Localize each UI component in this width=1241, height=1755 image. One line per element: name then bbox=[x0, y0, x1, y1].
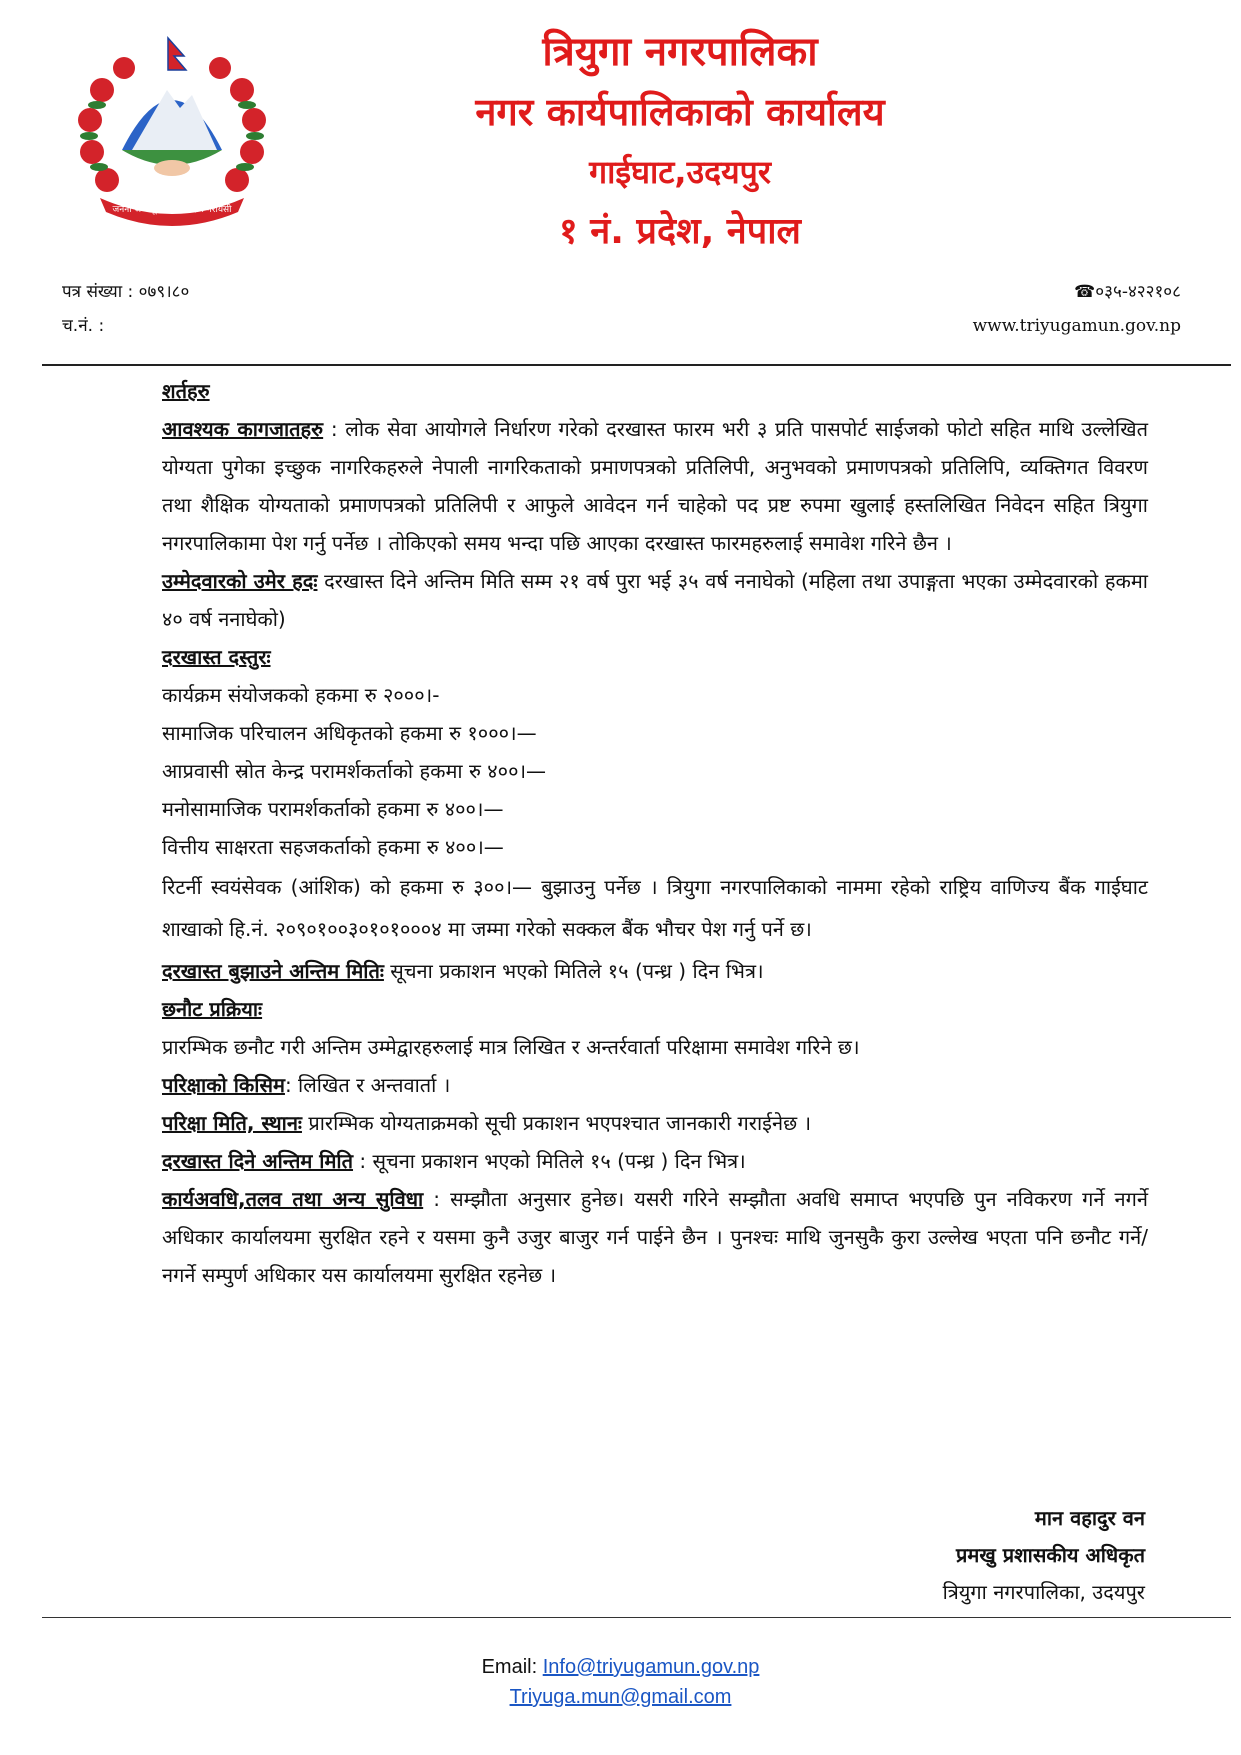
signatory-title: प्रमखु प्रशासकीय अधिकृत bbox=[956, 1543, 1145, 1567]
signatory-office: त्रियुगा नगरपालिका, उदयपुर bbox=[942, 1580, 1145, 1604]
exam-type: परिक्षाको किसिम: लिखित र अन्तवार्ता । bbox=[162, 1073, 451, 1097]
footer bbox=[0, 1652, 1241, 1712]
email-label: Email: bbox=[481, 1656, 543, 1678]
header-divider bbox=[42, 364, 1231, 366]
province-country: १ नं. प्रदेश, नेपाल bbox=[559, 211, 801, 252]
fee-line: कार्यक्रम संयोजकको हकमा रु २०००।- bbox=[162, 683, 440, 707]
fee-line: मनोसामाजिक परामर्शकर्ताको हकमा रु ४००।— bbox=[162, 797, 504, 821]
phone-number: ०३५-४२२१०८ bbox=[1095, 282, 1181, 302]
selection-process: प्रारम्भिक छनौट गरी अन्तिम उम्मेद्वारहरुलाई मात्र लिखित र अन्तर्रवार्ता परिक्षामा समावेश गरिने छ। bbox=[162, 1035, 860, 1059]
fee-heading: दरखास्त दस्तुरः bbox=[162, 645, 271, 669]
municipality-name: त्रियुगा नगरपालिका bbox=[542, 29, 818, 75]
dispatch-number: च.नं. : bbox=[62, 316, 105, 336]
fee-line: आप्रवासी स्रोत केन्द्र परामर्शकर्ताको हकमा रु ४००।— bbox=[162, 759, 547, 783]
emblem-motto: जननी जन्मभूमिश्च स्वर्गादपि गरीयसी bbox=[112, 205, 232, 215]
submission-deadline: दरखास्त बुझाउने अन्तिम मितिः सूचना प्रकाशन भएको मितिले १५ (पन्ध्र ) दिन भित्र। bbox=[162, 959, 764, 983]
nepal-emblem-icon bbox=[62, 30, 282, 230]
fee-line-last: रिटर्नी स्वयंसेवक (आंशिक) को हकमा रु ३००।— बुझाउनु पर्नेछ । त्रियुगा नगरपालिकाको नाममा रहेको राष्ट्रिय वाणिज्य बैंक गाईघाट शाखाको हि.नं. २०९०१००३०१०१०००४ मा जम्मा गरेको सक्कल बैंक भौचर पेश गर्नु पर्ने छ। bbox=[162, 875, 1148, 941]
letter-meta bbox=[62, 275, 189, 343]
last-application-date: दरखास्त दिने अन्तिम मिति : सूचना प्रकाशन भएको मितिले १५ (पन्ध्र ) दिन भित्र। bbox=[162, 1149, 746, 1173]
office-name: नगर कार्यपालिकाको कार्यालय bbox=[475, 90, 885, 134]
signatory-name: मान वहादुर वन bbox=[1034, 1506, 1145, 1530]
terms-section bbox=[162, 372, 1148, 1294]
email-link-info[interactable]: Info@triyugamun.gov.np bbox=[542, 1656, 760, 1678]
contact-meta bbox=[973, 275, 1181, 343]
signature-block bbox=[943, 1500, 1145, 1611]
email-link-gmail[interactable]: Triyuga.mun@gmail.com bbox=[509, 1686, 732, 1708]
website[interactable]: www.triyugamun.gov.np bbox=[972, 316, 1181, 336]
footer-divider bbox=[42, 1617, 1231, 1618]
age-limit: उम्मेदवारको उमेर हदः दरखास्त दिने अन्तिम मिति सम्म २१ वर्ष पुरा भई ३५ वर्ष ननाघेको (महिला तथा उपाङ्गता भएका उम्मेदवारको हकमा ४० वर्ष ननाघेको) bbox=[162, 569, 1148, 631]
exam-date-place: परिक्षा मिति, स्थानः प्रारम्भिक योग्यताक्रमको सूची प्रकाशन भएपश्चात जानकारी गराईनेछ । bbox=[162, 1111, 812, 1135]
phone-icon: ☎ bbox=[1074, 282, 1096, 302]
letter-number: पत्र संख्या : ०७९।८० bbox=[62, 282, 190, 302]
office-header bbox=[400, 22, 960, 262]
terms-heading: शर्तहरु bbox=[162, 379, 210, 403]
fee-line: वित्तीय साक्षरता सहजकर्ताको हकमा रु ४००।— bbox=[162, 835, 504, 859]
fee-line: सामाजिक परिचालन अधिकृतको हकमा रु १०००।— bbox=[162, 721, 537, 745]
office-location: गाईघाट,उदयपुर bbox=[589, 153, 771, 191]
selection-heading: छनौट प्रक्रियाः bbox=[162, 997, 263, 1021]
tenure-salary: कार्यअवधि,तलव तथा अन्य सुविधा : सम्झौता अनुसार हुनेछ। यसरी गरिने सम्झौता अवधि समाप्त भएपछि पुन नविकरण गर्ने नगर्ने अधिकार कार्यालयमा सुरक्षित रहने र यसमा कुनै उजुर बाजुर गर्न पाईने छैन । पुनश्चः माथि जुनसुकै कुरा उल्लेख भएता पनि छनौट गर्ने/नगर्ने सम्पुर्ण अधिकार यस कार्यालयमा सुरक्षित रहनेछ । bbox=[162, 1187, 1148, 1287]
required-documents: आवश्यक कागजातहरु : लोक सेवा आयोगले निर्धारण गरेको दरखास्त फारम भरी ३ प्रति पासपोर्ट साईजको फोटो सहित माथि उल्लेखित योग्यता पुगेका इच्छुक नागरिकहरुले नेपाली नागरिकताको प्रमाणपत्रको प्रतिलिपी, अनुभवको प्रमाणपत्रको प्रतिलिपि, व्यक्तिगत विवरण तथा शैक्षिक योग्यताको प्रमाणपत्रको प्रतिलिपी र आफुले आवेदन गर्न चाहेको पद प्रष्ट रुपमा खुलाई हस्तलिखित निवेदन सहित त्रियुगा नगरपालिकामा पेश गर्नु पर्नेछ । तोकिएको समय भन्दा पछि आएका दरखास्त फारमहरुलाई समावेश गरिने छैन । bbox=[162, 417, 1148, 555]
